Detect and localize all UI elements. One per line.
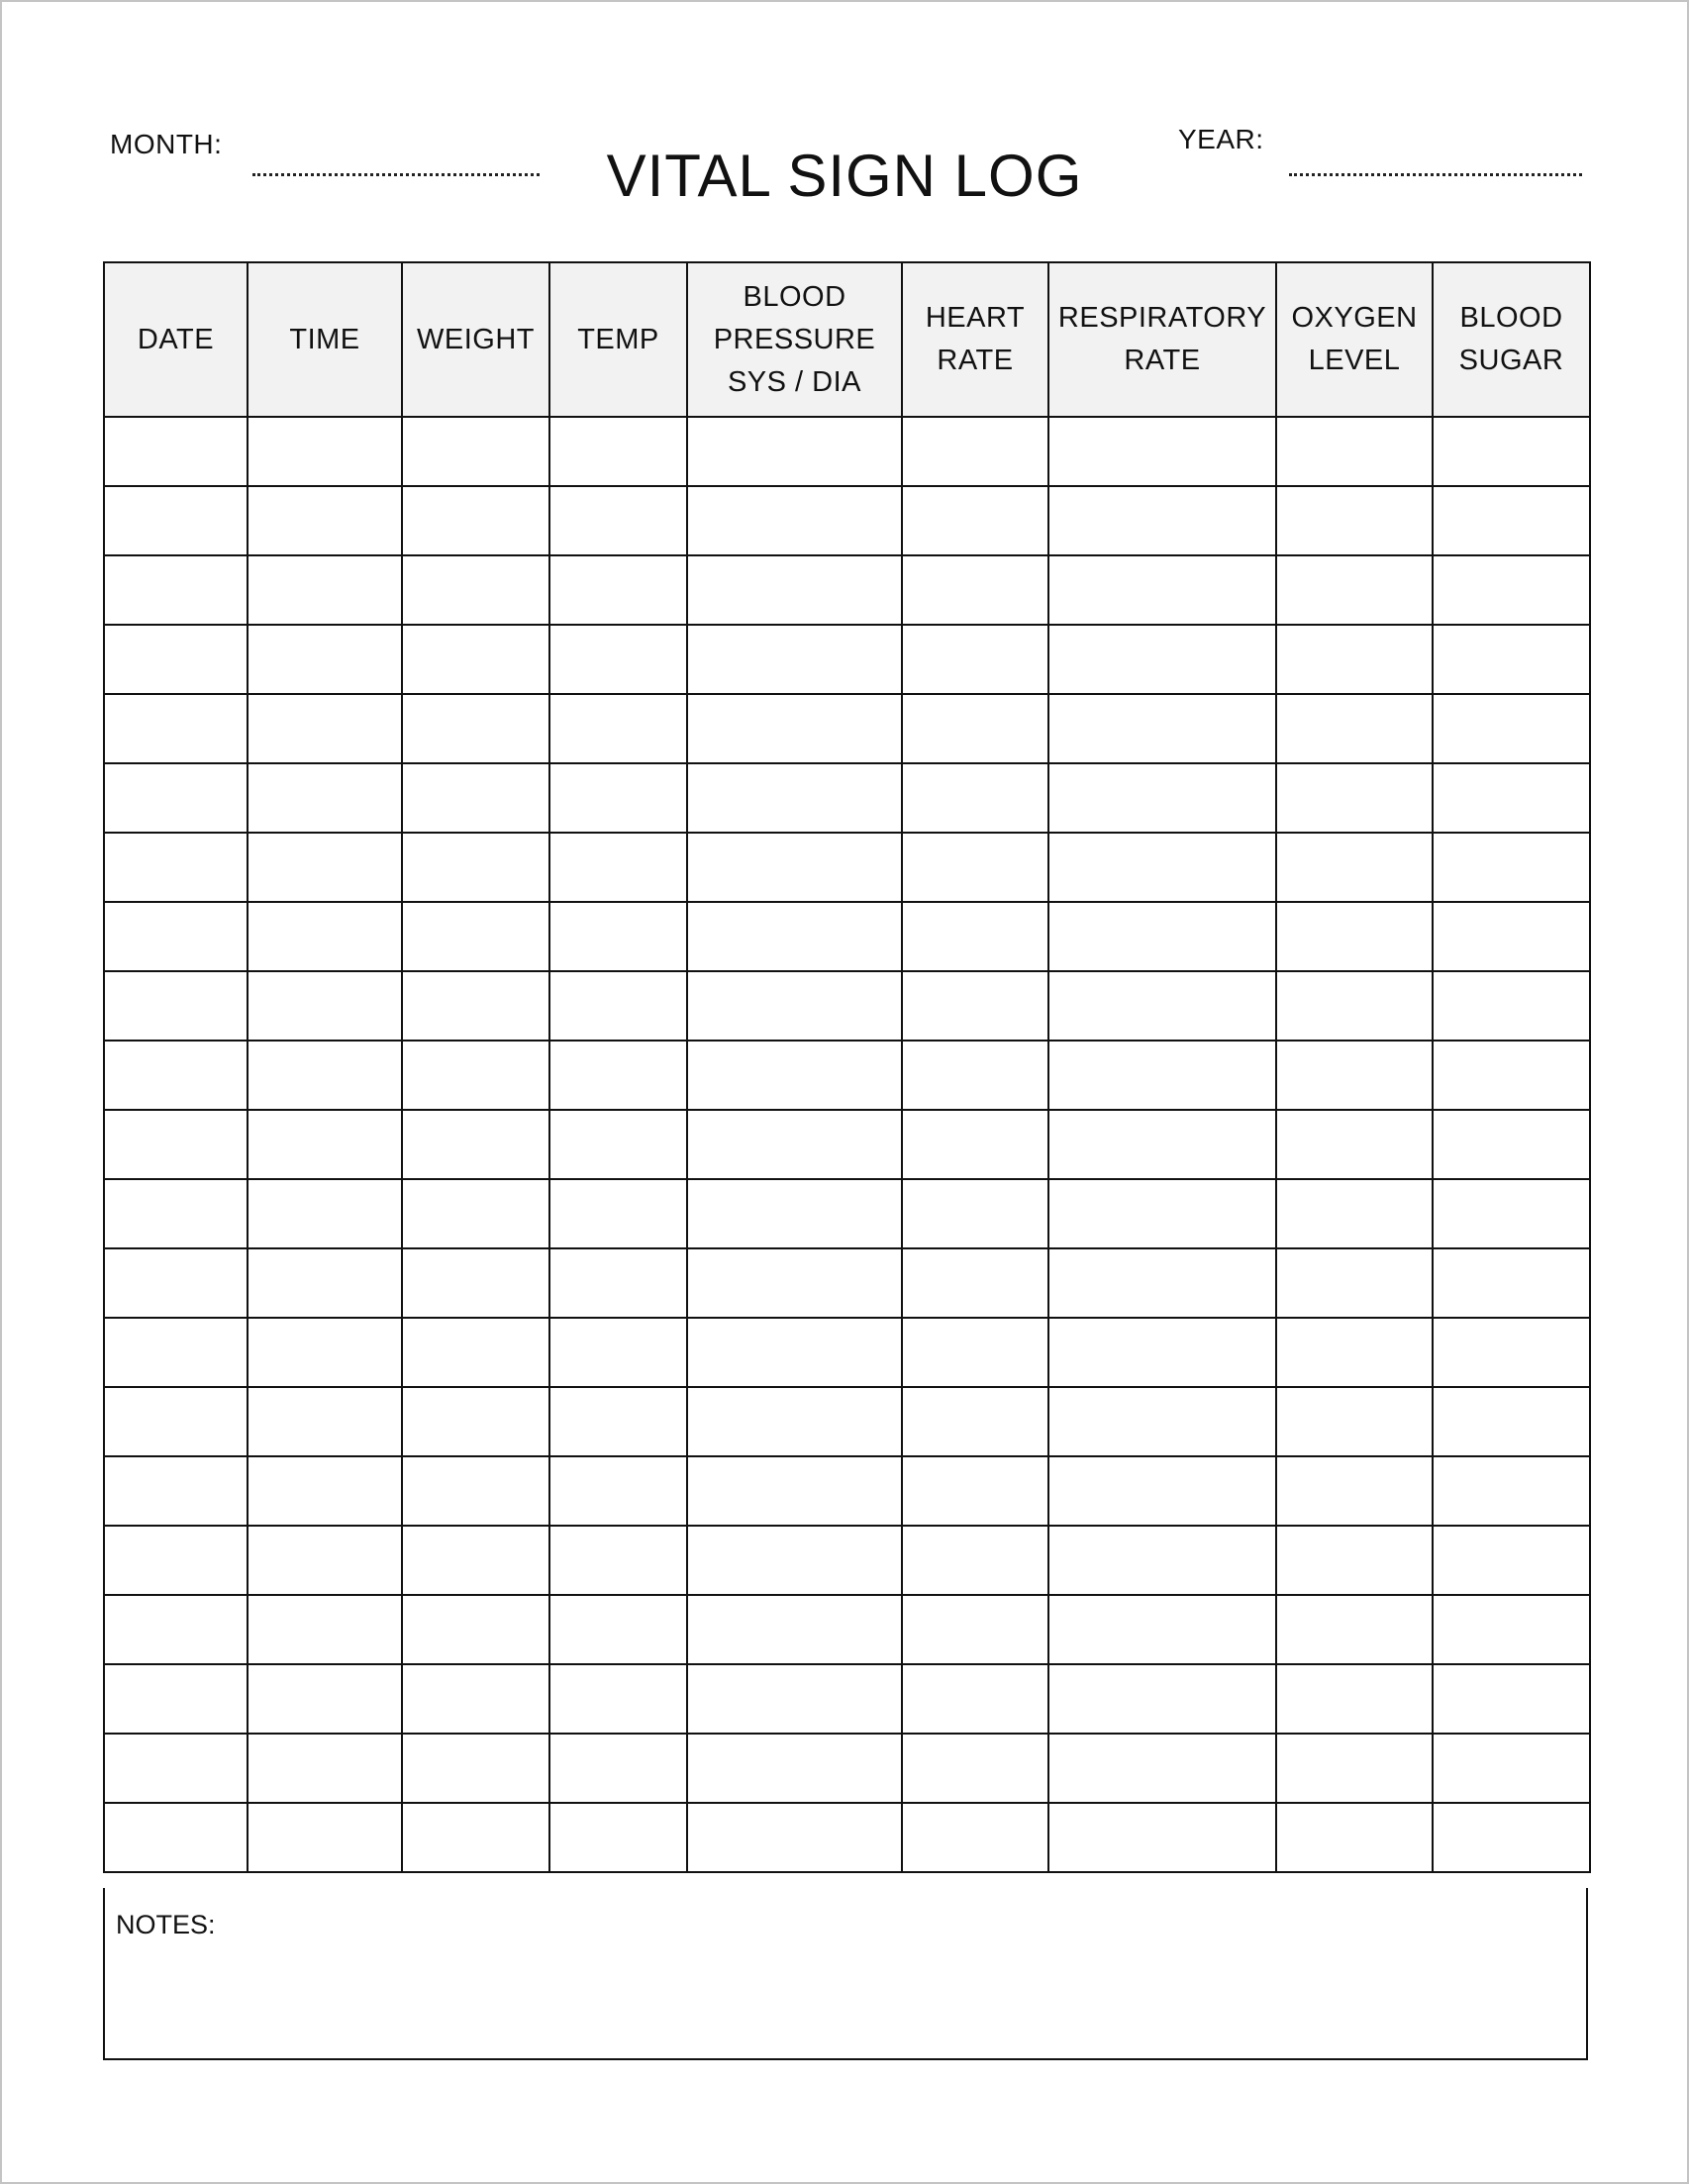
table-cell[interactable] <box>902 1110 1048 1179</box>
table-cell[interactable] <box>104 902 248 971</box>
table-cell[interactable] <box>687 486 902 555</box>
table-cell[interactable] <box>1276 1664 1433 1734</box>
table-cell[interactable] <box>1276 1110 1433 1179</box>
table-cell[interactable] <box>402 763 549 833</box>
table-cell[interactable] <box>248 902 402 971</box>
table-row <box>104 1664 1590 1734</box>
column-header-line: RATE <box>937 345 1014 376</box>
table-row <box>104 1248 1590 1318</box>
table-cell[interactable] <box>549 1387 687 1456</box>
table-row <box>104 694 1590 763</box>
table-cell[interactable] <box>248 555 402 625</box>
table-cell[interactable] <box>1433 1595 1590 1664</box>
notes-box[interactable] <box>103 1888 1588 2060</box>
table-cell[interactable] <box>248 486 402 555</box>
column-header-line: TEMP <box>577 323 659 355</box>
column-header-line: WEIGHT <box>417 323 535 355</box>
month-label: MONTH: <box>110 129 223 159</box>
table-cell[interactable] <box>902 555 1048 625</box>
table-cell[interactable] <box>1048 1110 1276 1179</box>
table-cell[interactable] <box>1048 833 1276 902</box>
table-cell[interactable] <box>248 1387 402 1456</box>
table-row <box>104 1595 1590 1664</box>
table-cell[interactable] <box>1433 1456 1590 1526</box>
table-cell[interactable] <box>104 1664 248 1734</box>
table-cell[interactable] <box>902 694 1048 763</box>
table-cell[interactable] <box>402 1318 549 1387</box>
table-cell[interactable] <box>902 1041 1048 1110</box>
table-cell[interactable] <box>104 1456 248 1526</box>
column-header-line: SYS / DIA <box>727 365 862 398</box>
table-cell[interactable] <box>1048 763 1276 833</box>
table-cell[interactable] <box>1433 1110 1590 1179</box>
table-cell[interactable] <box>1048 1595 1276 1664</box>
table-cell[interactable] <box>687 763 902 833</box>
table-row <box>104 555 1590 625</box>
table-cell[interactable] <box>549 1248 687 1318</box>
table-row <box>104 1734 1590 1803</box>
table-cell[interactable] <box>1276 971 1433 1041</box>
column-header-line: RESPIRATORY <box>1057 302 1267 334</box>
table-cell[interactable] <box>104 1595 248 1664</box>
table-cell[interactable] <box>248 1526 402 1595</box>
table-cell[interactable] <box>248 1734 402 1803</box>
table-cell[interactable] <box>1433 833 1590 902</box>
table-cell[interactable] <box>104 1387 248 1456</box>
column-header-blood-sugar <box>1433 262 1590 417</box>
table-cell[interactable] <box>1048 555 1276 625</box>
table-cell[interactable] <box>549 417 687 486</box>
table-cell[interactable] <box>1276 625 1433 694</box>
table-cell[interactable] <box>687 1595 902 1664</box>
table-cell[interactable] <box>902 1734 1048 1803</box>
table-cell[interactable] <box>1433 694 1590 763</box>
table-cell[interactable] <box>104 1179 248 1248</box>
table-cell[interactable] <box>902 1803 1048 1872</box>
table-cell[interactable] <box>402 1664 549 1734</box>
table-cell[interactable] <box>1276 1248 1433 1318</box>
table-cell[interactable] <box>549 971 687 1041</box>
table-cell[interactable] <box>549 1526 687 1595</box>
table-cell[interactable] <box>1048 417 1276 486</box>
table-cell[interactable] <box>1433 1526 1590 1595</box>
table-row <box>104 1456 1590 1526</box>
table-cell[interactable] <box>1433 1248 1590 1318</box>
table-cell[interactable] <box>687 1248 902 1318</box>
table-cell[interactable] <box>549 694 687 763</box>
table-cell[interactable] <box>402 1041 549 1110</box>
table-cell[interactable] <box>402 1248 549 1318</box>
table-cell[interactable] <box>687 1318 902 1387</box>
table-cell[interactable] <box>1276 1387 1433 1456</box>
table-cell[interactable] <box>687 833 902 902</box>
table-row <box>104 486 1590 555</box>
table-cell[interactable] <box>402 1110 549 1179</box>
table-cell[interactable] <box>1433 1318 1590 1387</box>
table-cell[interactable] <box>1048 1526 1276 1595</box>
table-cell[interactable] <box>248 625 402 694</box>
table-cell[interactable] <box>1433 763 1590 833</box>
table-cell[interactable] <box>1276 1041 1433 1110</box>
table-cell[interactable] <box>248 1595 402 1664</box>
year-field[interactable] <box>1289 173 1582 176</box>
table-cell[interactable] <box>902 971 1048 1041</box>
table-cell[interactable] <box>104 486 248 555</box>
table-cell[interactable] <box>549 1734 687 1803</box>
table-cell[interactable] <box>687 1041 902 1110</box>
table-cell[interactable] <box>402 1803 549 1872</box>
column-header-blood-pressure-sys-dia <box>687 262 902 417</box>
table-cell[interactable] <box>1433 417 1590 486</box>
table-cell[interactable] <box>248 763 402 833</box>
table-cell[interactable] <box>104 417 248 486</box>
table-cell[interactable] <box>902 902 1048 971</box>
table-cell[interactable] <box>687 1179 902 1248</box>
vital-sign-table <box>103 261 1591 1873</box>
table-row <box>104 1110 1590 1179</box>
column-header-line: RATE <box>1124 345 1201 376</box>
table-cell[interactable] <box>248 1318 402 1387</box>
table-row <box>104 1526 1590 1595</box>
table-cell[interactable] <box>402 1734 549 1803</box>
table-cell[interactable] <box>687 1526 902 1595</box>
table-cell[interactable] <box>687 1387 902 1456</box>
table-cell[interactable] <box>1433 1179 1590 1248</box>
table-cell[interactable] <box>549 1664 687 1734</box>
table-cell[interactable] <box>1433 1387 1590 1456</box>
column-header-respiratory-rate <box>1048 262 1276 417</box>
table-cell[interactable] <box>402 1179 549 1248</box>
table-cell[interactable] <box>549 1179 687 1248</box>
table-cell[interactable] <box>1433 486 1590 555</box>
table-cell[interactable] <box>687 417 902 486</box>
table-row <box>104 902 1590 971</box>
table-cell[interactable] <box>402 625 549 694</box>
table-cell[interactable] <box>1276 417 1433 486</box>
table-row <box>104 833 1590 902</box>
table-cell[interactable] <box>687 1110 902 1179</box>
table-cell[interactable] <box>1048 1734 1276 1803</box>
table-cell[interactable] <box>1433 555 1590 625</box>
table-cell[interactable] <box>902 1456 1048 1526</box>
table-cell[interactable] <box>902 1248 1048 1318</box>
table-cell[interactable] <box>687 625 902 694</box>
table-row <box>104 417 1590 486</box>
table-cell[interactable] <box>1276 486 1433 555</box>
table-cell[interactable] <box>902 625 1048 694</box>
column-header-time <box>248 262 402 417</box>
table-cell[interactable] <box>687 1803 902 1872</box>
table-cell[interactable] <box>549 1456 687 1526</box>
table-cell[interactable] <box>1276 902 1433 971</box>
table-cell[interactable] <box>1048 1456 1276 1526</box>
table-cell[interactable] <box>1048 694 1276 763</box>
table-cell[interactable] <box>248 1248 402 1318</box>
table-cell[interactable] <box>402 694 549 763</box>
column-header-line: BLOOD <box>1459 302 1563 334</box>
column-header-line: HEART <box>925 302 1026 334</box>
table-cell[interactable] <box>1276 1803 1433 1872</box>
table-cell[interactable] <box>902 1526 1048 1595</box>
table-cell[interactable] <box>104 625 248 694</box>
page-title: VITAL SIGN LOG <box>606 143 1083 209</box>
table-cell[interactable] <box>1048 1179 1276 1248</box>
table-cell[interactable] <box>1048 1387 1276 1456</box>
table-cell[interactable] <box>104 1803 248 1872</box>
table-cell[interactable] <box>1048 1041 1276 1110</box>
table-cell[interactable] <box>687 1456 902 1526</box>
table-cell[interactable] <box>248 1041 402 1110</box>
table-cell[interactable] <box>402 833 549 902</box>
table-cell[interactable] <box>402 1387 549 1456</box>
table-cell[interactable] <box>402 1456 549 1526</box>
table-cell[interactable] <box>1276 1526 1433 1595</box>
table-cell[interactable] <box>1433 1734 1590 1803</box>
table-cell[interactable] <box>1048 971 1276 1041</box>
table-cell[interactable] <box>104 763 248 833</box>
table-cell[interactable] <box>549 833 687 902</box>
table-cell[interactable] <box>248 1179 402 1248</box>
table-cell[interactable] <box>1276 1595 1433 1664</box>
notes-label: NOTES: <box>116 1910 216 1939</box>
table-cell[interactable] <box>1048 1664 1276 1734</box>
table-cell[interactable] <box>549 555 687 625</box>
table-cell[interactable] <box>1433 1041 1590 1110</box>
table-cell[interactable] <box>104 833 248 902</box>
table-cell[interactable] <box>248 1110 402 1179</box>
table-cell[interactable] <box>104 1041 248 1110</box>
table-cell[interactable] <box>1276 1179 1433 1248</box>
table-cell[interactable] <box>104 1318 248 1387</box>
column-header-line: TIME <box>289 323 360 355</box>
column-header-oxygen-level <box>1276 262 1433 417</box>
table-cell[interactable] <box>1433 1803 1590 1872</box>
table-cell[interactable] <box>248 1456 402 1526</box>
table-cell[interactable] <box>902 763 1048 833</box>
table-cell[interactable] <box>1433 902 1590 971</box>
table-row <box>104 625 1590 694</box>
table-cell[interactable] <box>402 902 549 971</box>
table-cell[interactable] <box>1048 902 1276 971</box>
table-cell[interactable] <box>248 1664 402 1734</box>
table-cell[interactable] <box>549 1318 687 1387</box>
table-cell[interactable] <box>248 833 402 902</box>
table-cell[interactable] <box>902 833 1048 902</box>
column-header-date <box>104 262 248 417</box>
table-cell[interactable] <box>402 417 549 486</box>
table-cell[interactable] <box>1276 694 1433 763</box>
table-cell[interactable] <box>1433 625 1590 694</box>
table-cell[interactable] <box>104 1110 248 1179</box>
table-row <box>104 1387 1590 1456</box>
table-cell[interactable] <box>687 694 902 763</box>
table-cell[interactable] <box>1048 486 1276 555</box>
column-header-heart-rate <box>902 262 1048 417</box>
column-header-temp <box>549 262 687 417</box>
table-cell[interactable] <box>1276 1734 1433 1803</box>
table-cell[interactable] <box>104 1526 248 1595</box>
table-cell[interactable] <box>1433 971 1590 1041</box>
table-cell[interactable] <box>687 1664 902 1734</box>
table-cell[interactable] <box>1276 1318 1433 1387</box>
table-cell[interactable] <box>902 1179 1048 1248</box>
table-cell[interactable] <box>687 971 902 1041</box>
table-cell[interactable] <box>402 1526 549 1595</box>
table-cell[interactable] <box>902 1387 1048 1456</box>
table-cell[interactable] <box>1276 555 1433 625</box>
table-row <box>104 971 1590 1041</box>
table-cell[interactable] <box>549 486 687 555</box>
table-cell[interactable] <box>549 1803 687 1872</box>
column-header-line: OXYGEN <box>1291 302 1418 334</box>
table-cell[interactable] <box>1048 1318 1276 1387</box>
table-cell[interactable] <box>104 555 248 625</box>
table-cell[interactable] <box>549 1110 687 1179</box>
column-header-line: SUGAR <box>1458 345 1564 376</box>
table-cell[interactable] <box>902 417 1048 486</box>
table-cell[interactable] <box>104 971 248 1041</box>
table-cell[interactable] <box>549 1595 687 1664</box>
table-cell[interactable] <box>104 694 248 763</box>
table-cell[interactable] <box>1433 1664 1590 1734</box>
column-header-line: DATE <box>137 323 215 355</box>
table-cell[interactable] <box>1048 1803 1276 1872</box>
table-cell[interactable] <box>1276 763 1433 833</box>
column-header-line: BLOOD <box>743 280 846 313</box>
table-cell[interactable] <box>104 1248 248 1318</box>
table-cell[interactable] <box>902 486 1048 555</box>
table-cell[interactable] <box>687 1734 902 1803</box>
column-header-weight <box>402 262 549 417</box>
table-row <box>104 763 1590 833</box>
table-row <box>104 1803 1590 1872</box>
table-cell[interactable] <box>1276 1456 1433 1526</box>
table-cell[interactable] <box>687 902 902 971</box>
table-cell[interactable] <box>549 625 687 694</box>
column-header-line: LEVEL <box>1308 345 1401 376</box>
table-cell[interactable] <box>402 486 549 555</box>
table-row <box>104 1041 1590 1110</box>
table-cell[interactable] <box>1276 833 1433 902</box>
table-row <box>104 1318 1590 1387</box>
table-cell[interactable] <box>549 1041 687 1110</box>
table-cell[interactable] <box>248 694 402 763</box>
table-cell[interactable] <box>902 1318 1048 1387</box>
table-cell[interactable] <box>902 1664 1048 1734</box>
table-cell[interactable] <box>402 555 549 625</box>
table-cell[interactable] <box>549 763 687 833</box>
table-cell[interactable] <box>248 971 402 1041</box>
table-cell[interactable] <box>549 902 687 971</box>
year-label: YEAR: <box>1178 124 1264 154</box>
table-cell[interactable] <box>1048 1248 1276 1318</box>
table-cell[interactable] <box>1048 625 1276 694</box>
table-cell[interactable] <box>248 417 402 486</box>
table-cell[interactable] <box>687 555 902 625</box>
table-cell[interactable] <box>402 971 549 1041</box>
table-cell[interactable] <box>902 1595 1048 1664</box>
table-cell[interactable] <box>402 1595 549 1664</box>
table-cell[interactable] <box>248 1803 402 1872</box>
table-cell[interactable] <box>104 1734 248 1803</box>
column-header-line: PRESSURE <box>713 323 876 355</box>
table-row <box>104 1179 1590 1248</box>
